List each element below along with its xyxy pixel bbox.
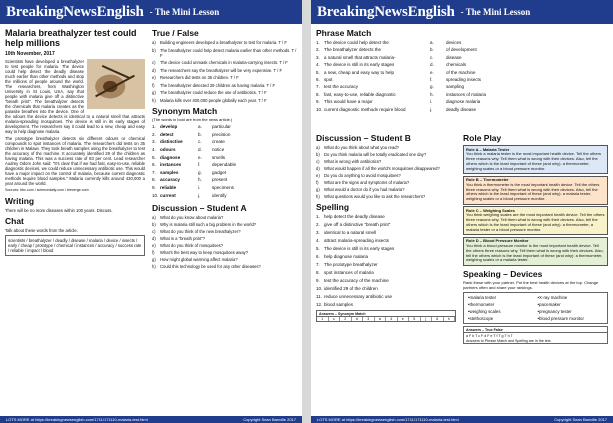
synonym-word: accuracy bbox=[160, 177, 180, 183]
phrase-grid bbox=[316, 40, 608, 112]
phrase-number: 4. bbox=[316, 62, 320, 68]
spelling-item bbox=[316, 302, 456, 307]
item-text: What is a "breath print"? bbox=[160, 235, 206, 241]
devices-grid bbox=[463, 292, 608, 324]
page-left bbox=[0, 0, 302, 423]
brand-subtitle: - The Mini Lesson bbox=[149, 7, 220, 17]
phrase-number: 2. bbox=[316, 47, 320, 53]
mosquito-photo bbox=[87, 59, 145, 109]
truefalse-item bbox=[152, 68, 297, 73]
answer-cell: 3 bbox=[363, 317, 375, 321]
answers-row bbox=[317, 317, 455, 321]
roleplay-card bbox=[463, 206, 608, 235]
item-text: identified 29 of the children bbox=[324, 286, 378, 291]
device-item: • blood pressure monitor bbox=[538, 316, 604, 321]
synonym-option: specimens bbox=[212, 185, 234, 191]
item-number: 8. bbox=[316, 270, 320, 275]
synonym-number: 6. bbox=[152, 162, 156, 168]
item-text: What would happen if all the world's mosquitoes disappeared? bbox=[324, 166, 440, 171]
item-letter: f) bbox=[152, 82, 155, 88]
studentA-question bbox=[152, 236, 297, 241]
phrase-number: 1. bbox=[316, 40, 320, 45]
item-letter: b) bbox=[152, 221, 156, 227]
phrase-letter: d. bbox=[430, 62, 434, 68]
spelling-item bbox=[316, 246, 456, 251]
answer-cell: d bbox=[352, 317, 364, 321]
item-text: What do you know about malaria? bbox=[160, 214, 224, 220]
truefalse-item bbox=[152, 48, 297, 58]
phrase-end: disease bbox=[446, 54, 462, 60]
item-letter: h) bbox=[152, 263, 156, 269]
item-letter: g) bbox=[152, 90, 156, 95]
synonym-number: 3. bbox=[152, 139, 156, 145]
article-sources: Sources: bbc.com / sciencedaily.com / theverge.com bbox=[5, 188, 89, 192]
synonym-number: 7. bbox=[152, 169, 156, 175]
synonym-note: (The words in bold are from the news article.) bbox=[152, 116, 233, 122]
phrase-start: test the accuracy bbox=[324, 84, 359, 90]
synonym-option: particular bbox=[212, 124, 231, 130]
truefalse-item bbox=[152, 40, 297, 45]
answer-cell: 1 bbox=[317, 317, 329, 321]
phrase-start: current diagnostic methods require blood bbox=[324, 106, 406, 112]
answer-cell: 6 bbox=[432, 317, 444, 321]
article-title: Malaria breathalyzer test could help millions bbox=[5, 28, 137, 48]
answer-cell: c bbox=[329, 317, 341, 321]
role-heading: Role C – Weighing Scales bbox=[466, 207, 515, 213]
footer-link[interactable]: LOTS MORE at https://breakingnewsenglish.com/1711/171110-malaria-test.html bbox=[6, 417, 148, 422]
item-letter: a) bbox=[316, 145, 320, 150]
item-number: 2. bbox=[316, 222, 320, 227]
item-text: Building engineers developed a breathalyzer to test for malaria. T / F bbox=[160, 40, 287, 45]
brand-title: BreakingNewsEnglish bbox=[317, 3, 455, 20]
phrase-start: The device is still in its early stages bbox=[324, 62, 395, 68]
spelling-item bbox=[316, 270, 456, 275]
item-letter: c) bbox=[152, 60, 156, 65]
item-text: What is wrong with antibiotics? bbox=[324, 159, 382, 164]
phrase-number: 7. bbox=[316, 84, 320, 90]
synonym-option: identify bbox=[212, 192, 227, 198]
item-text: What do you think of the new breathalyzer? bbox=[160, 228, 241, 234]
answer-cell: 5 bbox=[409, 317, 421, 321]
footer-right bbox=[311, 416, 613, 423]
item-letter: e) bbox=[152, 75, 156, 80]
studentB-question bbox=[316, 159, 456, 164]
item-number: 3. bbox=[316, 230, 320, 235]
phrase-number: 5. bbox=[316, 69, 320, 75]
truefalse-item bbox=[152, 75, 297, 80]
phrase-letter: e. bbox=[430, 69, 434, 75]
synonym-grid bbox=[152, 124, 297, 197]
spelling-item bbox=[316, 262, 456, 267]
studentB-question bbox=[316, 166, 456, 171]
item-number: 11. bbox=[316, 294, 322, 299]
item-text: What do you think of mosquitoes? bbox=[160, 242, 224, 248]
item-letter: f) bbox=[316, 180, 319, 185]
phrase-number: 8. bbox=[316, 91, 320, 97]
item-text: What would a doctor do if you had malaria? bbox=[324, 187, 405, 192]
truefalse-item bbox=[152, 98, 297, 103]
header-band bbox=[0, 0, 302, 24]
synonym-letter: b. bbox=[198, 131, 202, 137]
phrase-end: of development bbox=[446, 47, 477, 53]
role-heading: Role A – Malaria Tester bbox=[466, 146, 510, 152]
chat-words-box: scientists / breathalyzer / deadly / disease / malaria / device / insects / early / cheap / prototype / chemical / instances / accuracy / success rate / reliable / impact / blood bbox=[5, 235, 145, 256]
phrase-end: deadly disease bbox=[446, 106, 477, 112]
spelling-item bbox=[316, 230, 456, 235]
device-item: • stethoscope bbox=[468, 316, 534, 321]
spelling-item bbox=[316, 222, 456, 227]
item-text: Do you think malaria will be totally eradicated one day? bbox=[324, 152, 427, 157]
roleplay-card bbox=[463, 176, 608, 205]
item-text: The breathalyzer detected 29 children as having malaria. T / F bbox=[160, 82, 276, 88]
phrase-end: instances of malaria bbox=[446, 91, 487, 97]
item-text: give off a distinctive "breath print" bbox=[324, 222, 391, 227]
item-letter: g) bbox=[152, 256, 156, 262]
synonym-letter: a. bbox=[198, 124, 202, 130]
footer-copyright: Copyright Sean Banville 2017 bbox=[243, 417, 296, 422]
answer-cell: h bbox=[444, 317, 456, 321]
synonym-number: 1. bbox=[152, 124, 156, 130]
exercise-column bbox=[152, 28, 297, 414]
footer-copyright: Copyright Sean Banville 2017 bbox=[554, 417, 607, 422]
synonym-number: 8. bbox=[152, 177, 156, 183]
lower-left-column bbox=[316, 133, 456, 414]
header-band bbox=[311, 0, 613, 24]
brand-subtitle: - The Mini Lesson bbox=[460, 7, 531, 17]
synonym-word: current bbox=[160, 192, 176, 198]
item-number: 7. bbox=[316, 262, 320, 267]
role-heading: Role B – Thermometer bbox=[466, 177, 509, 183]
phrase-start: a natural smell that attracts malaria- bbox=[324, 54, 396, 60]
tf-answers-note: Answers to Phrase Match and Spelling are in the text. bbox=[466, 338, 552, 343]
article-date: 10th November, 2017 bbox=[5, 51, 55, 57]
phrase-letter: b. bbox=[430, 47, 434, 53]
device-item: • pregnancy tester bbox=[538, 309, 604, 314]
spelling-item bbox=[316, 286, 456, 291]
role-text: You think weighing scales are the most important health device. Tell the others three reasons why. Tell them what is wrong with their devices. Also, tell the others which is the least important of these (and why): a thermometer, a malaria tester or a blood pressure monitor. bbox=[466, 212, 605, 232]
phrase-letter: a. bbox=[430, 40, 434, 45]
item-text: What are the signs and symptoms of malaria? bbox=[324, 180, 410, 185]
item-letter: g) bbox=[316, 187, 320, 192]
item-letter: e) bbox=[316, 173, 320, 178]
synonym-number: 10. bbox=[152, 192, 159, 198]
item-letter: d) bbox=[152, 67, 156, 73]
item-number: 12. bbox=[316, 302, 323, 307]
writing-text: There will be no more diseases within 100 years. Discuss. bbox=[5, 208, 113, 213]
studentB-question bbox=[316, 145, 456, 150]
item-text: test the accuracy of the machine bbox=[324, 278, 389, 283]
phrase-start: The device could help detect the bbox=[324, 40, 389, 45]
item-text: Do you do anything to avoid mosquitoes? bbox=[324, 173, 401, 178]
phrase-number: 3. bbox=[316, 54, 320, 60]
chat-heading: Chat bbox=[5, 216, 24, 226]
device-item: • pacemaker bbox=[538, 302, 604, 307]
studentA-question bbox=[152, 229, 297, 234]
synonym-option: dependable bbox=[212, 162, 237, 168]
studentB-heading: Discussion – Student B bbox=[316, 133, 411, 143]
item-text: The device is still in its early stages bbox=[324, 246, 395, 251]
roleplay-card bbox=[463, 237, 608, 266]
spelling-item bbox=[316, 254, 456, 259]
phrase-number: 6. bbox=[316, 76, 320, 82]
item-letter: d) bbox=[152, 235, 156, 241]
answer-cell: e bbox=[398, 317, 410, 321]
roleplay-heading: Role Play bbox=[463, 133, 502, 143]
roleplay-card bbox=[463, 145, 608, 174]
answer-cell: a bbox=[375, 317, 387, 321]
article-paragraph-1: Scientists have developed a breathalyzer to test people for malaria. The device could help detect the deadly disease much earlier than other methods and stop the millions of people around the world. The researchers, from Washington University in St Louis, USA, say that people with malaria give off a distinctive "breath print". The breathalyzer detects the chemicals that malaria creates as the parasite breathes into the device. One of the odours the device detects is identical to a natural smell that attracts malaria-spreading mosquitoes. The device is still in its early stages of development. The researchers say it could lead to a new, cheap and easy way to help diagnose malaria. bbox=[5, 59, 145, 134]
footer-left bbox=[0, 416, 302, 423]
phrase-end: sampling bbox=[446, 84, 465, 90]
synonym-number: 9. bbox=[152, 185, 156, 191]
brand-title: BreakingNewsEnglish bbox=[6, 3, 144, 20]
item-letter: c) bbox=[152, 228, 156, 234]
device-item: • thermometer bbox=[468, 302, 534, 307]
studentA-question bbox=[152, 264, 297, 269]
studentB-question bbox=[316, 180, 456, 185]
spelling-item bbox=[316, 238, 456, 243]
spelling-item bbox=[316, 214, 456, 219]
synonym-option: create bbox=[212, 139, 225, 145]
item-text: Malaria kills over 400,000 people globally each year. T / F bbox=[160, 97, 267, 103]
studentA-question bbox=[152, 250, 297, 255]
phrase-letter: i. bbox=[430, 99, 433, 105]
synonym-word: detect bbox=[160, 131, 174, 137]
synonym-letter: j. bbox=[198, 192, 201, 198]
page-right bbox=[311, 0, 613, 423]
synonym-word: samples bbox=[160, 169, 179, 175]
item-letter: a) bbox=[152, 40, 156, 45]
item-text: help detect the deadly disease bbox=[324, 214, 385, 219]
phrase-match-section bbox=[316, 28, 608, 128]
phrase-heading: Phrase Match bbox=[316, 28, 372, 38]
synonym-option: present bbox=[212, 177, 228, 183]
answer-cell: j bbox=[421, 317, 433, 321]
synonym-letter: f. bbox=[198, 162, 201, 168]
role-heading: Role D – Blood Pressure Monitor bbox=[466, 238, 529, 244]
phrase-end: devices bbox=[446, 40, 462, 45]
item-text: reduce unnecessary antibiotic use bbox=[324, 294, 393, 299]
phrase-end: of the machine bbox=[446, 69, 476, 75]
item-text: The breathalyzer could reduce the use of antibiotics. T / F bbox=[160, 90, 267, 95]
phrase-start: The breathalyzer detects the bbox=[324, 47, 382, 53]
synonym-word: instances bbox=[160, 162, 182, 168]
chat-intro: Talk about these words from the article. bbox=[5, 228, 78, 233]
synonym-word: develop bbox=[160, 124, 178, 130]
item-text: Could this technology be used for any other diseases? bbox=[160, 263, 261, 269]
article-column bbox=[5, 28, 145, 414]
item-number: 9. bbox=[316, 278, 320, 283]
truefalse-list bbox=[152, 40, 297, 103]
item-letter: h) bbox=[316, 194, 320, 199]
truefalse-item bbox=[152, 90, 297, 95]
phrase-number: 10. bbox=[316, 106, 323, 112]
article-paragraph-2: The prototype breathalyzer detects six different odours or chemical compounds to spot instances of malaria. The researchers did tests on 35 children in Malawi. They took breath samples using the breathalyzer to test the accuracy of the machine. It accurately identified 29 of the children as having malaria. This was a success rate of 83 per cent. Lead researcher Audrey Odom John said: "It's clear that if we had fast, easy-to-use, reliable diagnostic devices, we could reduce unnecessary antibiotic use. This would have a major impact on the control of malaria, because current diagnostic methods require blood samples." Malaria currently kills around 430,000 a year around the world. bbox=[5, 136, 145, 186]
spelling-item bbox=[316, 278, 456, 283]
studentA-heading: Discussion – Student A bbox=[152, 202, 247, 213]
devices-heading: Speaking – Devices bbox=[463, 268, 543, 279]
phrase-start: a new, cheap and easy way to help bbox=[324, 69, 395, 75]
phrase-number: 9. bbox=[316, 99, 320, 105]
phrase-start: spot bbox=[324, 76, 333, 82]
synonym-letter: i. bbox=[198, 185, 201, 191]
synonym-number: 5. bbox=[152, 154, 156, 160]
phrase-letter: g. bbox=[430, 84, 434, 90]
studentA-question bbox=[152, 257, 297, 262]
item-text: The device could unmask chemicals in malaria-carrying insects. T / F bbox=[160, 60, 288, 65]
phrase-start: This would have a major bbox=[324, 99, 373, 105]
synonym-option: gadget bbox=[212, 169, 227, 175]
synonym-letter: h. bbox=[198, 177, 202, 183]
item-number: 1. bbox=[316, 214, 320, 219]
role-text: You think a malaria tester is the most important health device. Tell the others three reasons why. Tell them what is wrong with their devices. Also, tell the others which is the least important of these (and why): a thermometer, weighing scales or a blood pressure monitor. bbox=[466, 151, 601, 171]
item-letter: b) bbox=[152, 47, 156, 53]
phrase-end: spreading insects bbox=[446, 76, 482, 82]
item-letter: b) bbox=[316, 152, 320, 157]
synonym-word: distinctive bbox=[160, 139, 183, 145]
item-text: attract malaria-spreading insects bbox=[324, 238, 390, 243]
lower-right-column bbox=[463, 133, 608, 414]
phrase-end: diagnose malaria bbox=[446, 99, 481, 105]
item-letter: c) bbox=[316, 159, 320, 164]
item-text: What's the best way to keep mosquitoes away? bbox=[160, 249, 249, 255]
synonym-option: smells bbox=[212, 154, 226, 160]
phrase-letter: j. bbox=[430, 106, 433, 112]
item-text: identical to a natural smell bbox=[324, 230, 377, 235]
answer-cell: 2 bbox=[340, 317, 352, 321]
item-text: spot instances of malaria bbox=[324, 270, 374, 275]
item-text: What questions would you like to ask the researchers? bbox=[324, 194, 426, 199]
spelling-list bbox=[316, 214, 456, 307]
device-item: • weighing scales bbox=[468, 309, 534, 314]
item-letter: e) bbox=[152, 242, 156, 248]
synonym-number: 2. bbox=[152, 131, 156, 137]
synonym-word: reliable bbox=[160, 185, 177, 191]
phrase-start: fast, easy-to-use, reliable diagnostic bbox=[324, 91, 396, 97]
phrase-letter: f. bbox=[430, 76, 433, 82]
item-text: blood samples bbox=[324, 302, 354, 307]
device-item: • X-ray machine bbox=[538, 295, 604, 300]
truefalse-heading: True / False bbox=[152, 28, 199, 38]
roleplay-list bbox=[463, 145, 608, 266]
item-letter: d) bbox=[316, 166, 320, 171]
devices-intro: Rank these with your partner. Put the best health devices at the top. Change partners often and share your rankings. bbox=[463, 279, 599, 290]
tf-answers-box bbox=[463, 326, 608, 344]
item-letter: a) bbox=[152, 214, 156, 220]
item-text: Researchers did tests on 35 children. T / F bbox=[160, 75, 239, 80]
studentA-question bbox=[152, 215, 297, 220]
item-number: 6. bbox=[316, 254, 320, 259]
answers-box bbox=[316, 310, 456, 322]
synonym-number: 4. bbox=[152, 147, 156, 153]
studentA-question bbox=[152, 243, 297, 248]
synonym-letter: e. bbox=[198, 154, 202, 160]
truefalse-item bbox=[152, 83, 297, 88]
phrase-letter: c. bbox=[430, 54, 434, 60]
synonym-word: odours bbox=[160, 147, 176, 153]
tf-answers-heading: Answers – True False bbox=[464, 327, 607, 333]
tf-answers-values: a F b T c F d F e T f T g T h T bbox=[466, 333, 513, 338]
item-text: Why is malaria still such a big problem in the world? bbox=[160, 221, 257, 227]
spelling-item bbox=[316, 294, 456, 299]
phrase-letter: h. bbox=[430, 91, 434, 97]
synonym-letter: c. bbox=[198, 139, 202, 145]
synonym-option: precision bbox=[212, 131, 231, 137]
item-letter: h) bbox=[152, 97, 156, 103]
item-text: What do you think about what you read? bbox=[324, 145, 399, 150]
answer-cell: 4 bbox=[386, 317, 398, 321]
synonym-letter: g. bbox=[198, 169, 202, 175]
truefalse-item bbox=[152, 60, 297, 65]
item-text: The researchers say the breathalyzer will be very expensive. T / F bbox=[160, 67, 283, 73]
item-text: The prototype breathalyzer bbox=[324, 262, 378, 267]
item-number: 10. bbox=[316, 286, 323, 291]
synonym-word: diagnose bbox=[160, 154, 181, 160]
synonym-option: notice bbox=[212, 147, 225, 153]
studentB-question bbox=[316, 194, 456, 199]
synonym-letter: d. bbox=[198, 147, 202, 153]
studentB-question bbox=[316, 152, 456, 157]
item-text: How might global warming affect malaria? bbox=[160, 256, 238, 262]
item-letter: f) bbox=[152, 249, 155, 255]
answers-heading: Answers – Synonym Match bbox=[317, 311, 455, 317]
item-number: 4. bbox=[316, 238, 320, 243]
item-number: 5. bbox=[316, 246, 320, 251]
studentB-list bbox=[316, 145, 456, 199]
synonym-heading: Synonym Match bbox=[152, 105, 218, 116]
footer-link[interactable]: LOTS MORE at https://breakingnewsenglish.com/1711/171110-malaria-test.html bbox=[317, 417, 459, 422]
writing-heading: Writing bbox=[5, 196, 35, 206]
phrase-end: chemicals bbox=[446, 62, 467, 68]
studentA-list bbox=[152, 215, 297, 269]
item-text: help diagnose malaria bbox=[324, 254, 369, 259]
spelling-heading: Spelling bbox=[316, 202, 350, 212]
role-text: You think a thermometer is the most important health device. Tell the others three reasons why. Tell them what is wrong with their devices. Also, tell the others which is the least important of these (and why): a malaria tester, weighing scales or a blood pressure monitor. bbox=[466, 181, 600, 202]
studentB-question bbox=[316, 187, 456, 192]
device-item: • malaria tester bbox=[468, 295, 534, 300]
studentB-question bbox=[316, 173, 456, 178]
studentA-question bbox=[152, 222, 297, 227]
role-text: You think a blood pressure monitor is the most important health device. Tell the others three reasons why. Tell them what is wrong with their devices. Also, tell the others which is the least important of these (and why): a thermometer, weighing scales or a malaria tester. bbox=[466, 243, 604, 263]
item-text: The breathalyzer could help detect malaria earlier than other methods. T / F bbox=[160, 47, 297, 58]
